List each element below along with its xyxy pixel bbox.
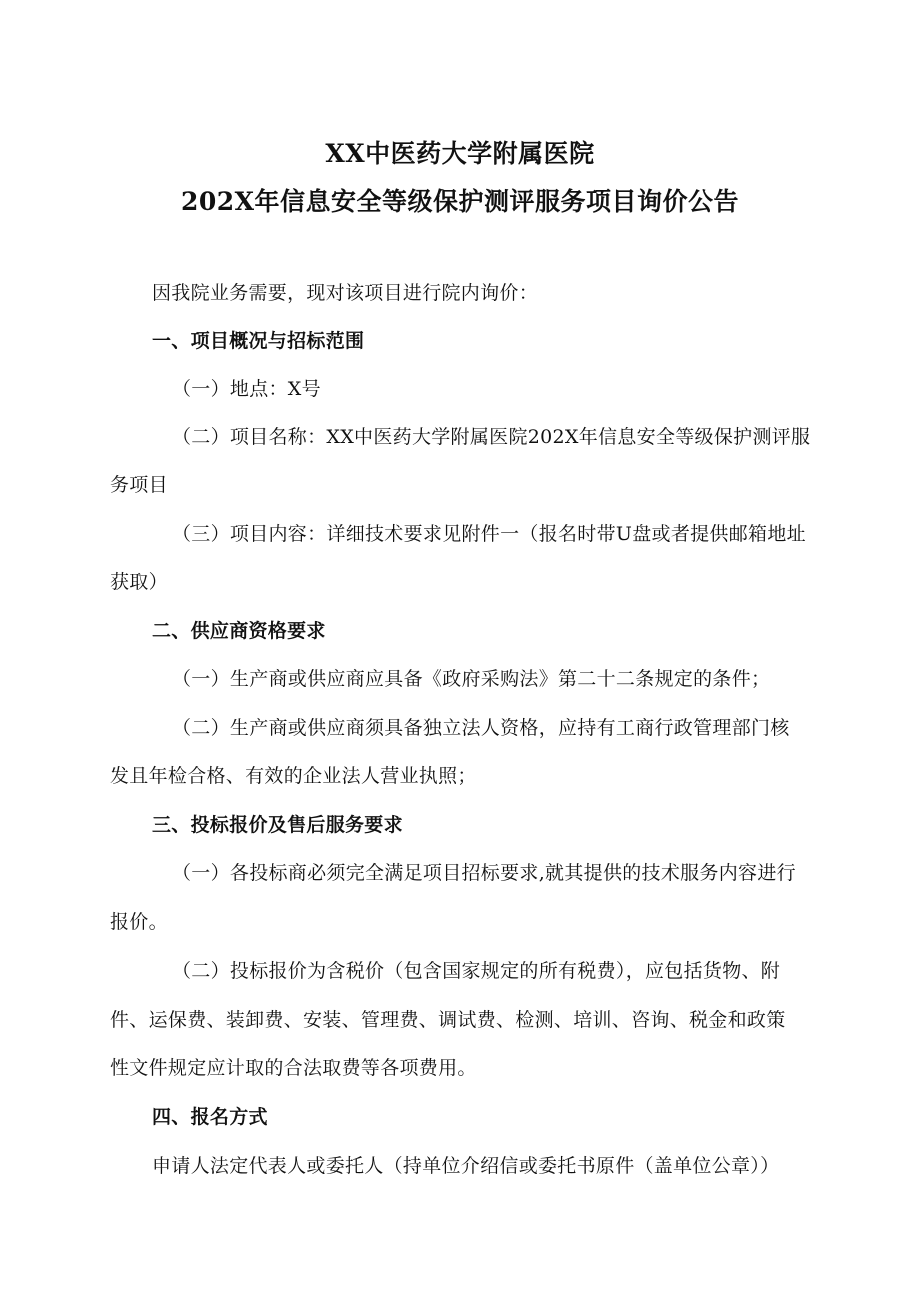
section3-item2-line3: 性文件规定应计取的合法取费等各项费用。 bbox=[110, 1057, 477, 1079]
section4-line1: 申请人法定代表人或委托人（持单位介绍信或委托书原件（盖单位公章）） bbox=[152, 1155, 780, 1177]
section2-item1: （一）生产商或供应商应具备《政府采购法》第二十二条规定的条件； bbox=[172, 668, 771, 690]
section3-item1-line2: 报价。 bbox=[110, 911, 168, 933]
section1-item2-line1: （二）项目名称：XX中医药大学附属医院202X年信息安全等级保护测评服 bbox=[172, 426, 811, 448]
section1-item2-line2: 务项目 bbox=[110, 474, 168, 496]
section3-item2-line2: 件、运保费、装卸费、安装、管理费、调试费、检测、培训、咨询、税金和政策 bbox=[110, 1009, 786, 1031]
section1-item1: （一）地点：X号 bbox=[172, 378, 321, 400]
document-title-line2: 202X年信息安全等级保护测评服务项目询价公告 bbox=[180, 187, 740, 216]
section1-item3-line2: 获取） bbox=[110, 571, 168, 593]
section2-item2-line1: （二）生产商或供应商须具备独立法人资格，应持有工商行政管理部门核 bbox=[172, 717, 790, 739]
section1-item3-line1: （三）项目内容：详细技术要求见附件一（报名时带U盘或者提供邮箱地址 bbox=[172, 523, 806, 545]
section3-item2-line1: （二）投标报价为含税价（包含国家规定的所有税费），应包括货物、附 bbox=[172, 960, 781, 982]
section3-item1-line1: （一）各投标商必须完全满足项目招标要求,就其提供的技术服务内容进行 bbox=[172, 862, 796, 884]
intro-paragraph: 因我院业务需要，现对该项目进行院内询价： bbox=[152, 282, 539, 304]
section1-heading: 一、项目概况与招标范围 bbox=[152, 330, 365, 352]
section2-heading: 二、供应商资格要求 bbox=[152, 620, 326, 642]
section3-heading: 三、投标报价及售后服务要求 bbox=[152, 814, 403, 836]
section2-item2-line2: 发且年检合格、有效的企业法人营业执照； bbox=[110, 765, 477, 787]
document-title-line1: XX中医药大学附属医院 bbox=[325, 139, 595, 168]
section4-heading: 四、报名方式 bbox=[152, 1106, 268, 1128]
